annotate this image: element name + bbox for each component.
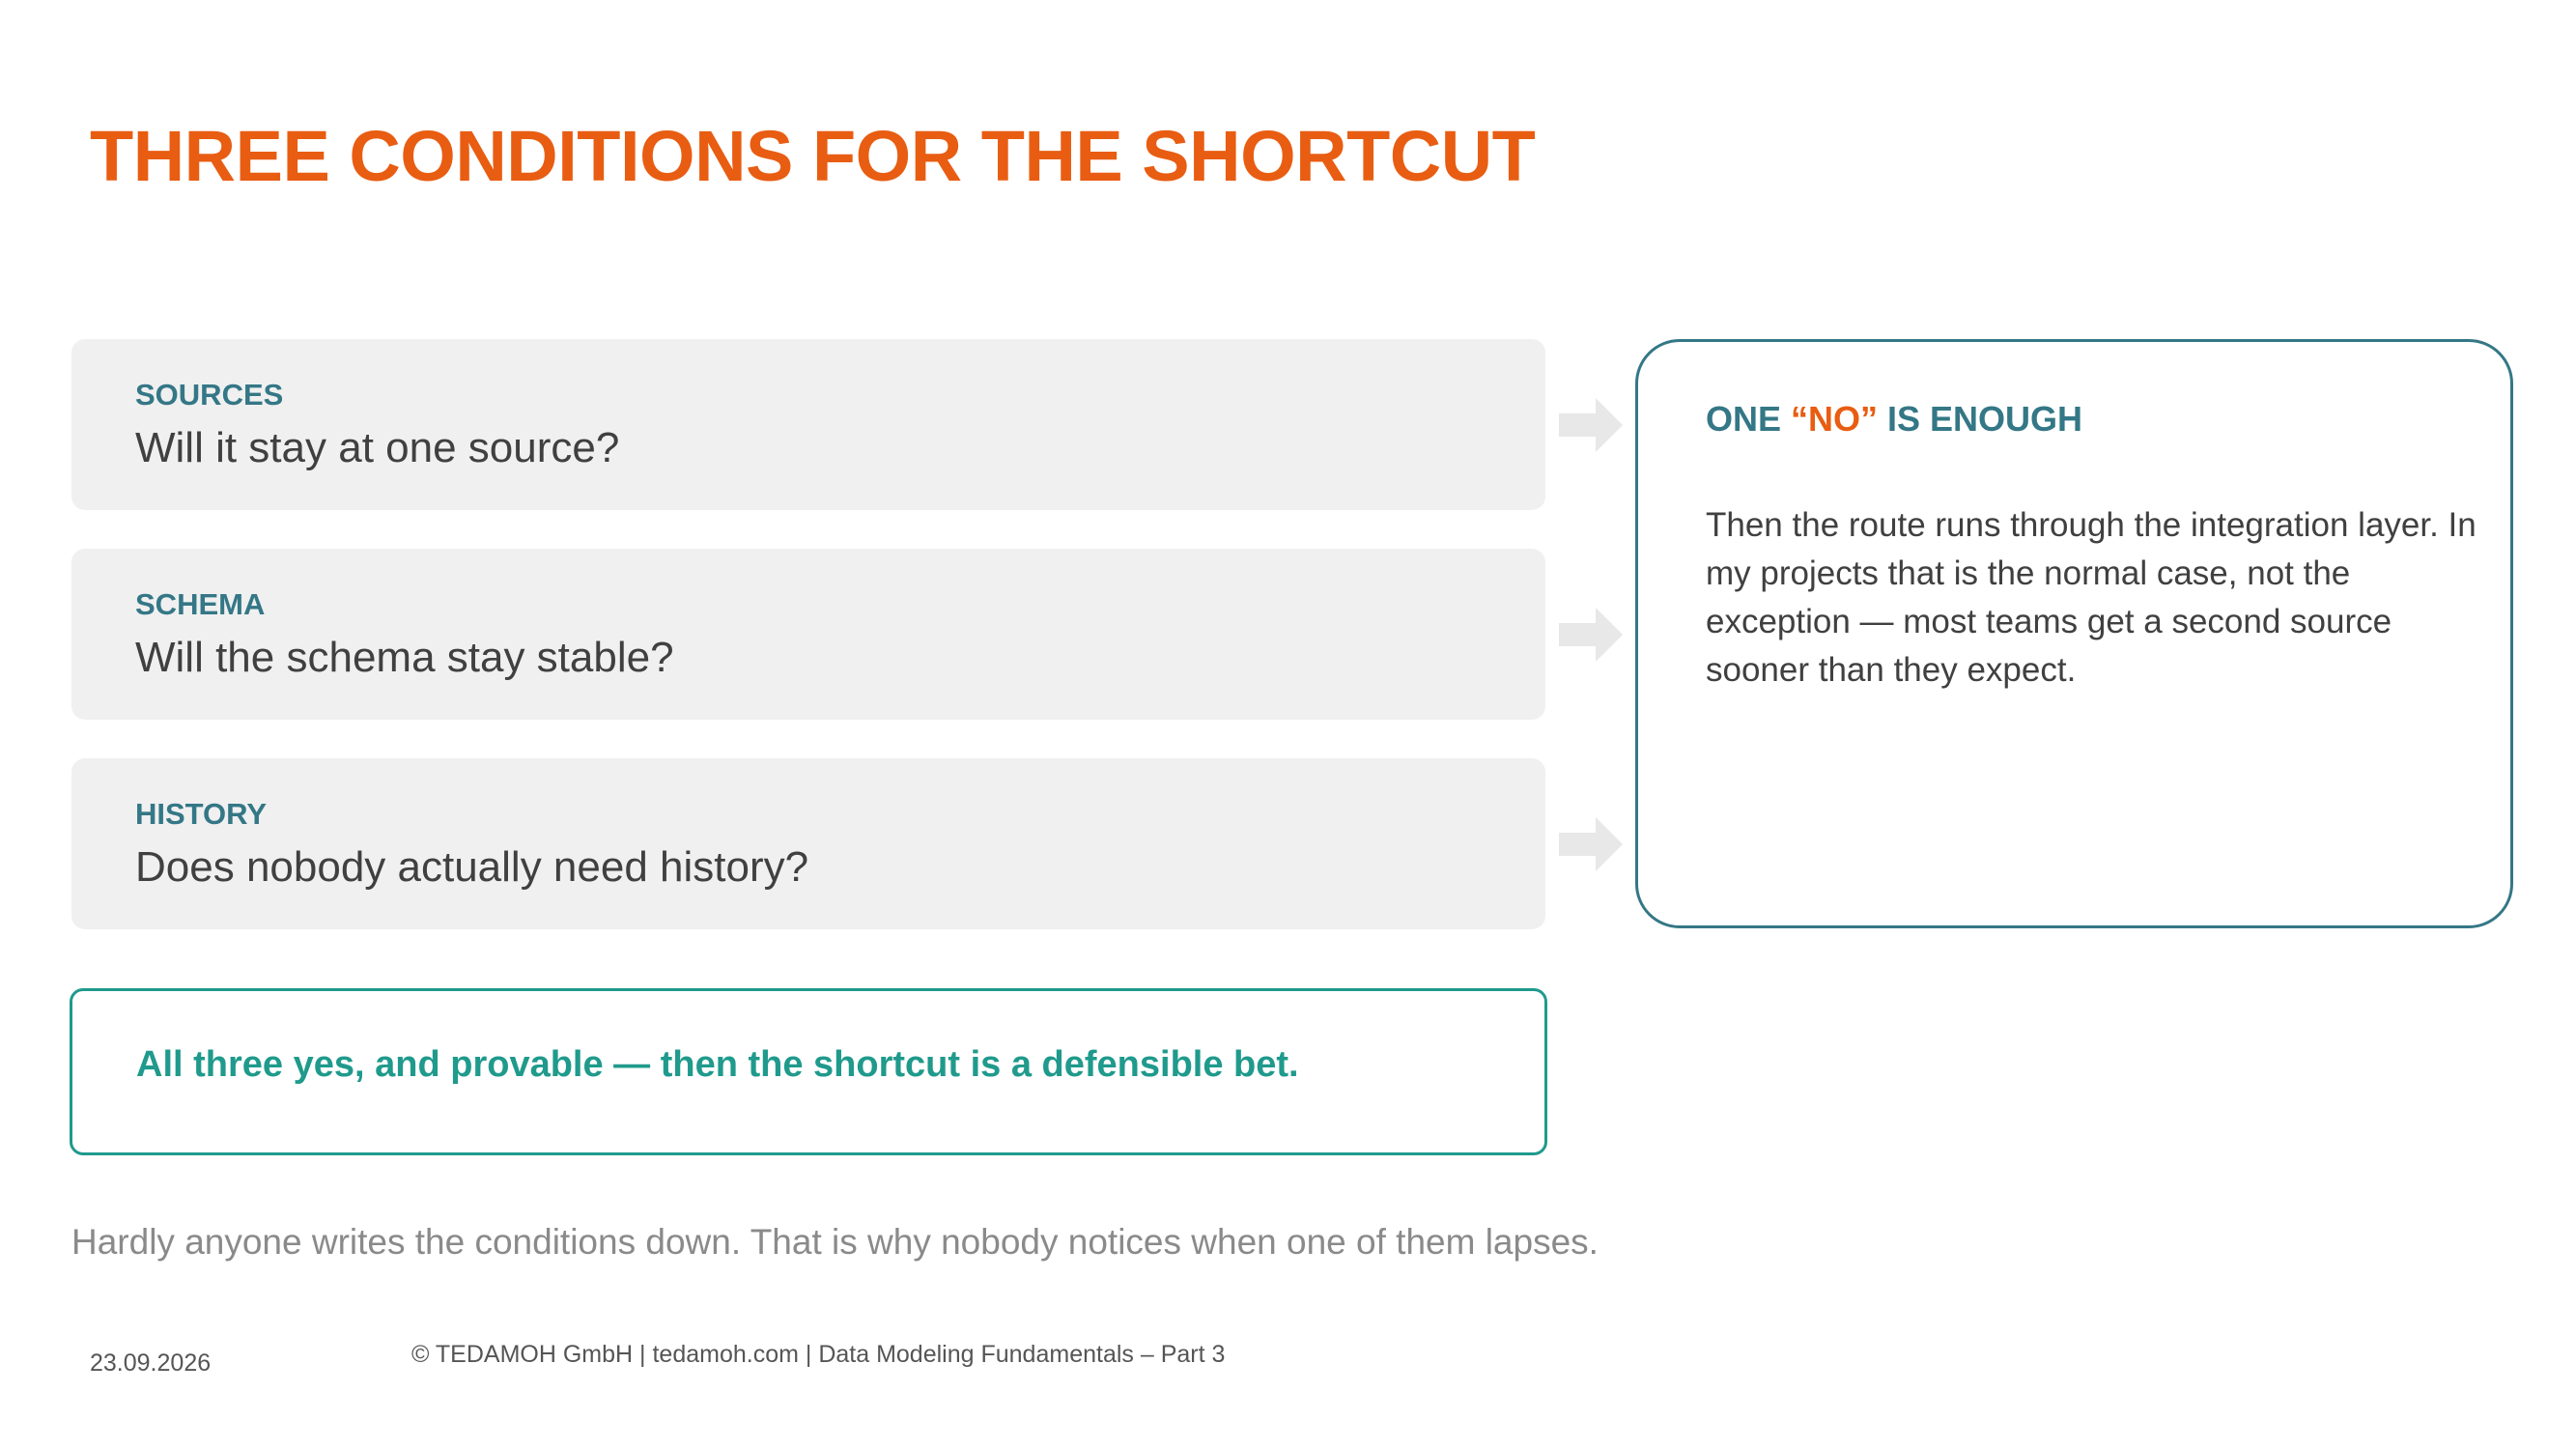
right-arrow-icon — [1559, 817, 1623, 871]
slide-note: Hardly anyone writes the conditions down. That is why nobody notices when one of them lapses. — [71, 1222, 1599, 1262]
condition-card-schema — [71, 549, 1545, 720]
right-arrow-icon — [1559, 608, 1623, 662]
callout-box — [1635, 339, 2513, 928]
condition-card-sources — [71, 339, 1545, 510]
callout-heading-highlight: “NO” — [1791, 399, 1879, 439]
slide-title: THREE CONDITIONS FOR THE SHORTCUT — [90, 116, 1536, 196]
callout-heading — [1706, 398, 2082, 440]
callout-body: Then the route runs through the integration layer. In my projects that is the normal case, not the exception — most teams get a second source sooner than they expect. — [1706, 506, 2477, 689]
condition-question: Does nobody actually need history? — [135, 843, 809, 891]
condition-question: Will it stay at one source? — [135, 424, 620, 471]
footer-info: © TEDAMOH GmbH | tedamoh.com | Data Modeling Fundamentals – Part 3 — [411, 1341, 1226, 1368]
condition-label: HISTORY — [135, 797, 268, 831]
conclusion-text: All three yes, and provable — then the shortcut is a defensible bet. — [136, 1044, 1299, 1085]
condition-label: SOURCES — [135, 378, 284, 412]
condition-card-history — [71, 758, 1545, 929]
right-arrow-icon — [1559, 398, 1623, 452]
condition-label: SCHEMA — [135, 587, 266, 621]
footer-date: 23.09.2026 — [90, 1350, 212, 1377]
condition-question: Will the schema stay stable? — [135, 634, 674, 681]
conclusion-box — [70, 988, 1547, 1155]
callout-heading-suffix: IS ENOUGH — [1878, 399, 2083, 439]
callout-heading-prefix: ONE — [1706, 399, 1792, 439]
